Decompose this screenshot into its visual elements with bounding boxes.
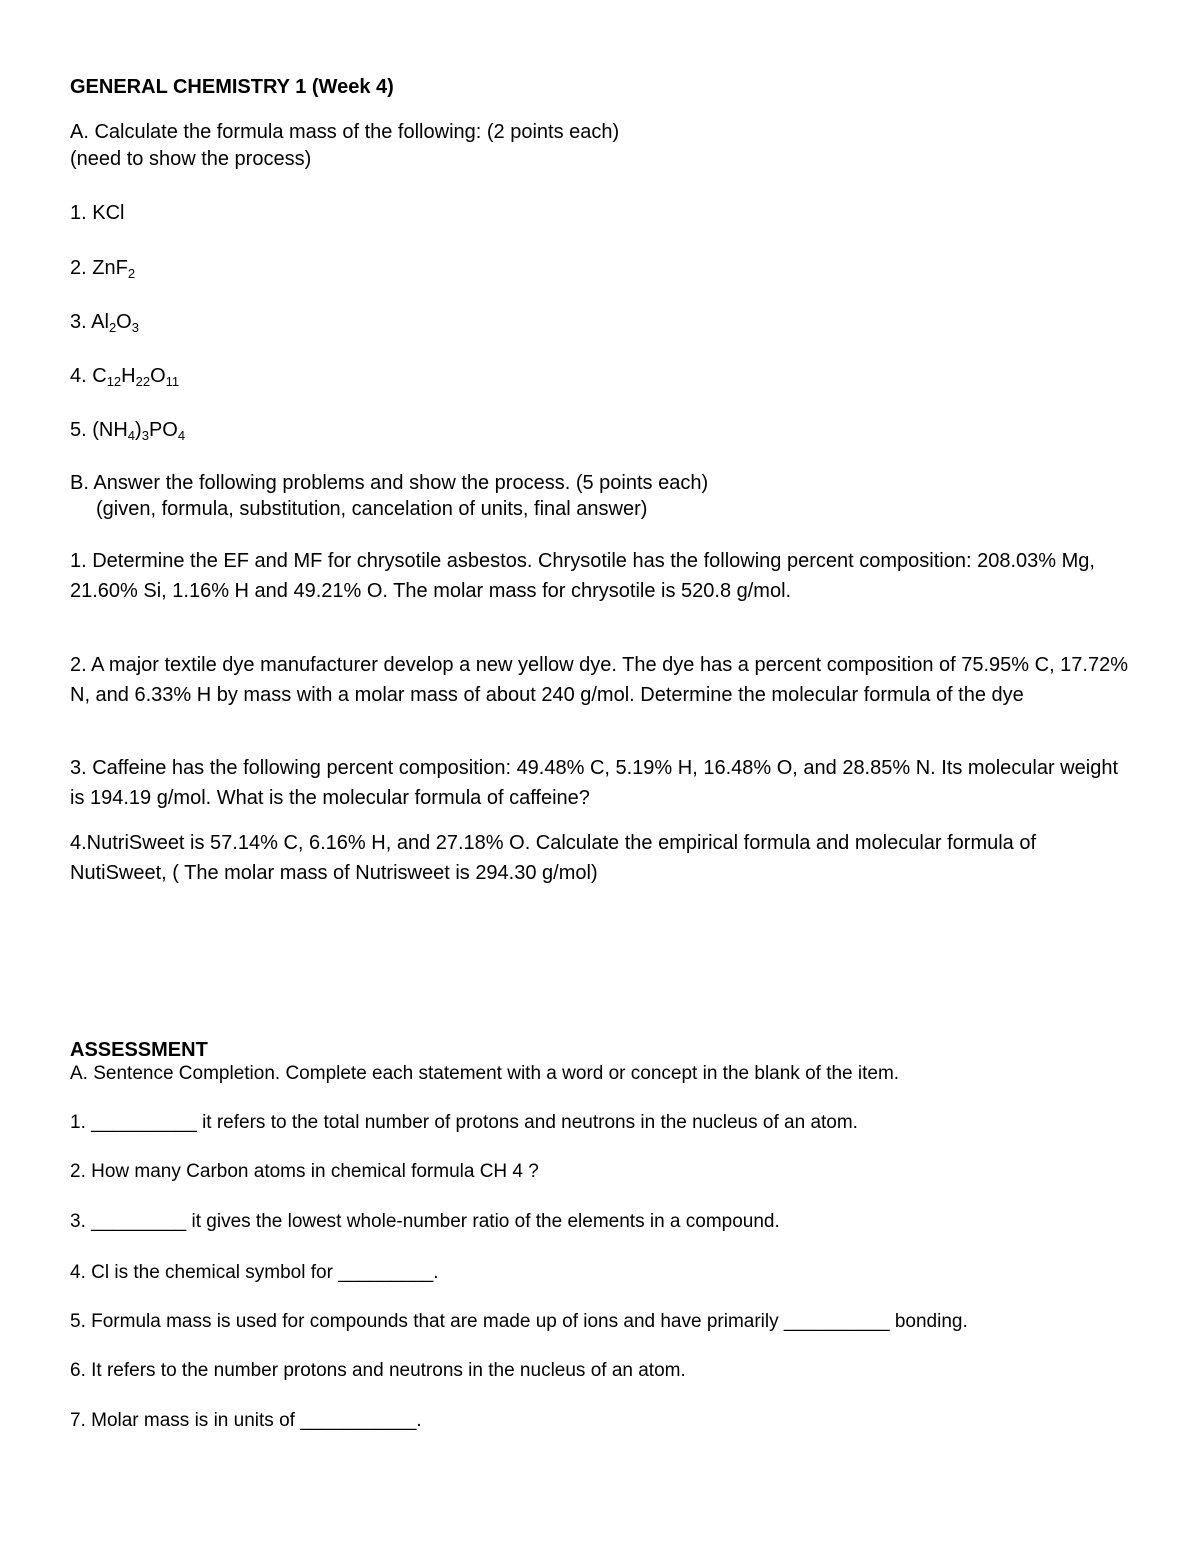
part-b-instruction: B. Answer the following problems and show the process. (5 points each) <box>70 472 709 494</box>
assessment-item: 2. How many Carbon atoms in chemical formula CH 4 ? <box>70 1161 539 1182</box>
assessment-item: 1. __________ it refers to the total number of protons and neutrons in the nucleus of an atom. <box>70 1112 858 1133</box>
part-b-note: (given, formula, substitution, cancelation of units, final answer) <box>96 498 648 520</box>
problem-item: 1. Determine the EF and MF for chrysotile asbestos. Chrysotile has the following percent composition: 208.03% Mg, 21.60% Si, 1.16% H and 49.21% O. The molar mass for chrysotile is 520.8 g/mol. <box>70 550 1095 602</box>
assessment-item: 5. Formula mass is used for compounds that are made up of ions and have primarily __________ bonding. <box>70 1311 968 1332</box>
formula-item: 5. $(NH_4)_3PO_4$ <box>70 419 186 443</box>
formula-item: 1. KCl <box>70 202 125 224</box>
problem-item: 2. A major textile dye manufacturer develop a new yellow dye. The dye has a percent composition of 75.95% C, 17.72% N, and 6.33% H by mass with a molar mass of about 240 g/mol. Determine the molecular formula of the dye <box>70 654 1129 706</box>
formula-item: 2. ZnF$_2$ <box>70 257 136 281</box>
part-a-note: (need to show the process) <box>70 148 312 170</box>
page-title: GENERAL CHEMISTRY 1 (Week 4) <box>70 76 394 98</box>
assessment-item: 7. Molar mass is in units of ___________. <box>70 1410 422 1431</box>
problem-item: 3. Caffeine has the following percent composition: 49.48% C, 5.19% H, 16.48% O, and 28.85% N. Its molecular weight is 194.19 g/mol. What is the molecular formula of caffeine? <box>70 757 1118 809</box>
assessment-instruction: A. Sentence Completion. Complete each statement with a word or concept in the blank of the item. <box>70 1063 900 1084</box>
formula-item: 4. $C_{12}H_{22}O_{11}$ <box>70 365 180 389</box>
assessment-heading: ASSESSMENT <box>70 1039 208 1061</box>
assessment-item: 6. It refers to the number protons and neutrons in the nucleus of an atom. <box>70 1360 686 1381</box>
formula-item: 3. $Al_2O_3$ <box>70 311 139 335</box>
problem-item: 4.NutriSweet is 57.14% C, 6.16% H, and 27.18% O. Calculate the empirical formula and molecular formula of NutiSweet, ( The molar mass of Nutrisweet is 294.30 g/mol) <box>70 832 1037 884</box>
assessment-item: 4. Cl is the chemical symbol for _________. <box>70 1262 439 1283</box>
part-a-instruction: A. Calculate the formula mass of the following: (2 points each) <box>70 121 620 143</box>
assessment-item: 3. _________ it gives the lowest whole-number ratio of the elements in a compound. <box>70 1211 780 1232</box>
